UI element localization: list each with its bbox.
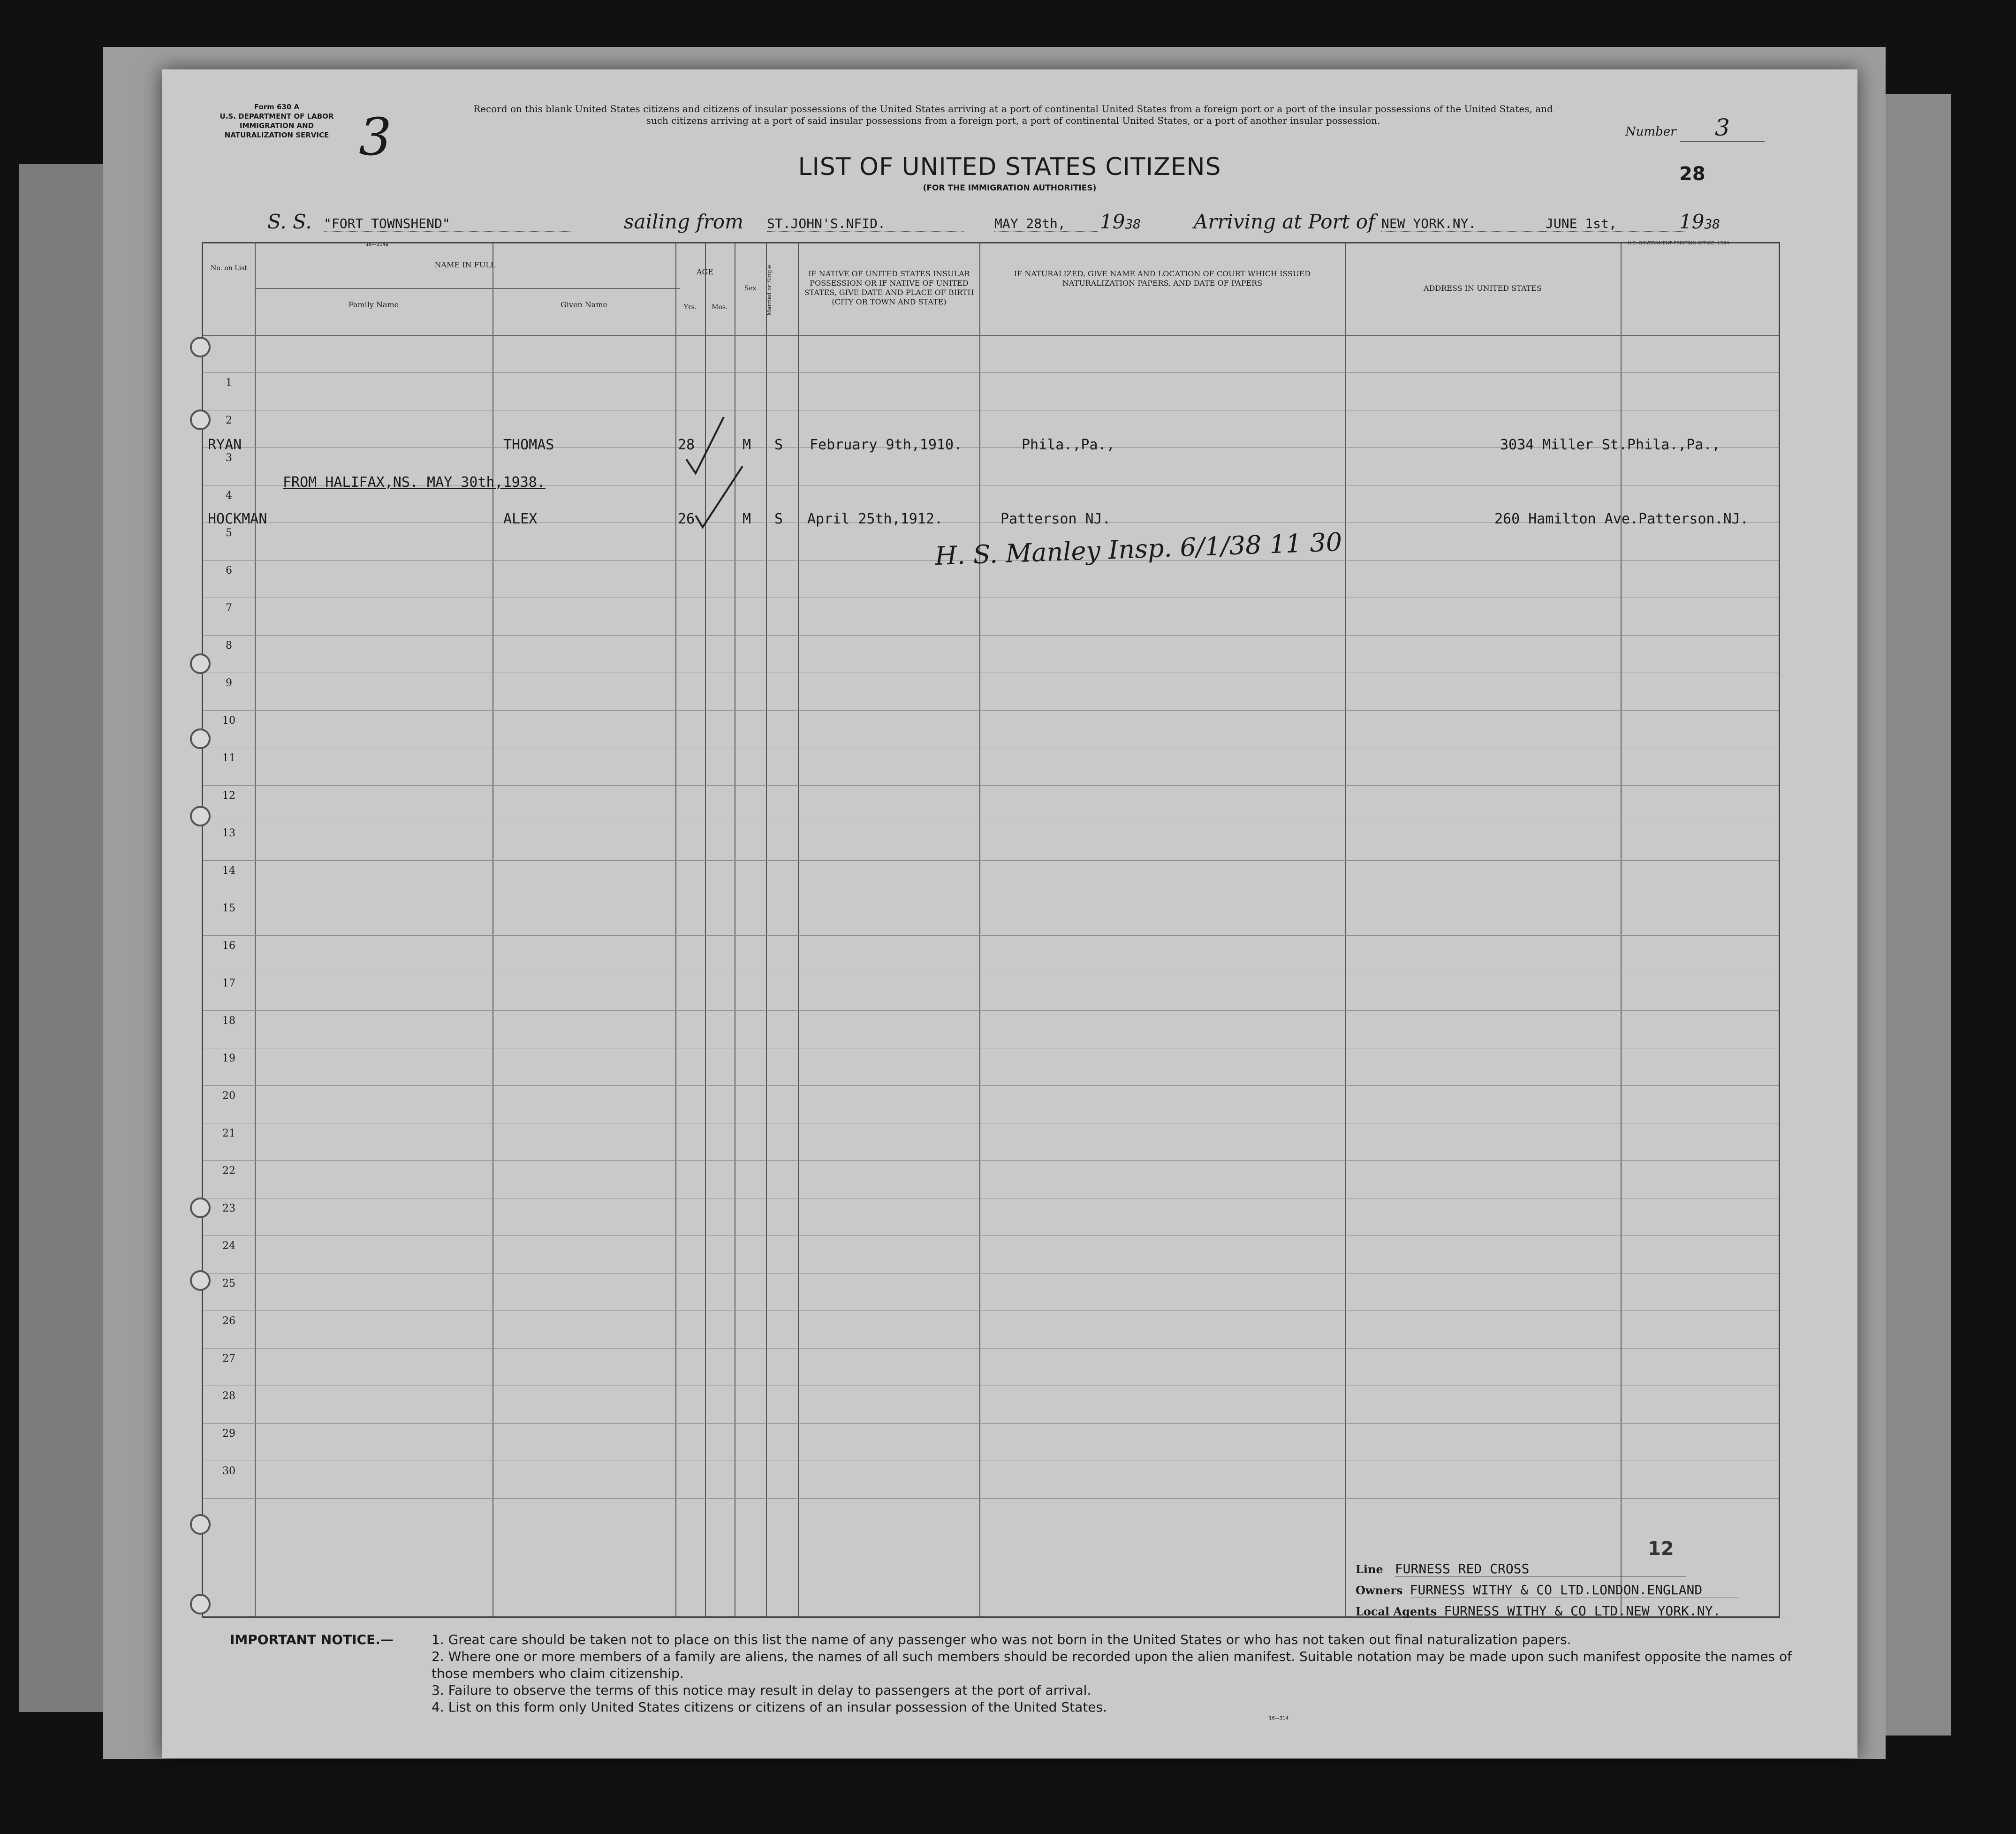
row-number: 13 xyxy=(222,827,235,839)
check-mark-row3 xyxy=(696,466,743,527)
department: U.S. DEPARTMENT OF LABOR xyxy=(220,112,334,121)
row1-birth-date: February 9th,1910. xyxy=(810,437,963,453)
row-number: 22 xyxy=(222,1165,235,1177)
row3-family-name: HOCKMAN xyxy=(208,511,267,527)
row-number: 4 xyxy=(226,490,232,501)
row-number: 24 xyxy=(222,1240,235,1252)
row-number: 11 xyxy=(222,752,235,764)
arrival-port: NEW YORK.NY. xyxy=(1381,216,1602,232)
row-number: 8 xyxy=(226,640,232,652)
notice-lead: IMPORTANT NOTICE.— xyxy=(230,1632,394,1647)
sailing-label: sailing from xyxy=(624,210,743,233)
row-rule xyxy=(203,1423,1779,1424)
corner-number: 3 xyxy=(359,107,392,167)
row-number: 16 xyxy=(222,940,235,952)
row3-sex: M xyxy=(743,511,751,527)
col-divider-address xyxy=(1345,243,1346,1616)
row-rule xyxy=(203,935,1779,936)
row3-birth-date: April 25th,1912. xyxy=(807,511,943,527)
row-rule xyxy=(203,1348,1779,1349)
col-divider-naturalized xyxy=(979,243,980,1616)
row3-age-yrs: 26 xyxy=(678,511,695,527)
col-address-header: ADDRESS IN UNITED STATES xyxy=(1424,284,1542,293)
form-number: Form 630 A xyxy=(254,103,300,111)
row3-given-name: ALEX xyxy=(503,511,538,527)
notice-item-4: 4. List on this form only United States citizens or citizens of an insular possession of the United States. xyxy=(432,1699,1107,1715)
row-number: 17 xyxy=(222,978,235,989)
intro-text: Record on this blank United States citizens and citizens of insular possessions of the United States arriving at a port of continental United States from a foreign port or a port of the insular possessions of the United States, and such citizens arriving at a port of said insular possessions from a foreign port, a port of continental United States, or a port of another insular possession. xyxy=(473,103,1553,126)
row-number: 7 xyxy=(226,602,232,614)
inspector-signature: H. S. Manley Insp. 6/1/38 11 30 xyxy=(934,527,1343,571)
col-yrs-header: Yrs. xyxy=(683,303,697,311)
col-birth-header: IF NATIVE OF UNITED STATES INSULAR POSSESSION OR IF NATIVE OF UNITED STATES, GIVE DATE AND PLACE OF BIRTH (CITY OR TOWN AND STATE) xyxy=(804,269,974,306)
row-number: 9 xyxy=(226,677,232,689)
punch-hole xyxy=(190,1270,211,1291)
col-divider-birth xyxy=(798,243,799,1616)
row-number: 12 xyxy=(222,790,235,802)
row1-family-name: RYAN xyxy=(208,437,242,453)
agents-field xyxy=(1356,1603,1786,1619)
row-number: 23 xyxy=(222,1203,235,1214)
punch-hole xyxy=(190,337,211,357)
punch-hole xyxy=(190,1197,211,1218)
printer-note: U.S. GOVERNMENT PRINTING OFFICE: 1934 xyxy=(1628,241,1729,246)
important-notice xyxy=(230,1631,1825,1716)
row-number: 21 xyxy=(222,1128,235,1139)
form-identifier xyxy=(216,102,338,140)
line-label: Line xyxy=(1356,1562,1383,1576)
row-number: 14 xyxy=(222,865,235,877)
service-line-2: NATURALIZATION SERVICE xyxy=(224,131,329,139)
header-bottom-line xyxy=(203,335,1779,336)
punch-hole xyxy=(190,728,211,749)
col-married-header: Married or Single xyxy=(766,265,773,316)
row-number: 29 xyxy=(222,1428,235,1440)
row3-address: 260 Hamilton Ave.Patterson.NJ. xyxy=(1494,511,1749,527)
owners-field xyxy=(1356,1582,1738,1598)
row-number: 2 xyxy=(226,415,232,426)
row-number: 5 xyxy=(226,527,232,539)
depart-date: MAY 28th, xyxy=(994,216,1098,232)
line-value: FURNESS RED CROSS xyxy=(1395,1561,1686,1577)
depart-year xyxy=(1100,210,1141,233)
row-rule xyxy=(203,372,1779,373)
notice-item-2: 2. Where one or more members of a family are aliens, the names of all such members should be recorded upon the alien manifest. Suitable notation may be made upon such manifest opposite the names of those members who claim citizenship. xyxy=(432,1649,1792,1681)
ss-label: S. S. xyxy=(267,210,312,233)
col-given-name-header: Given Name xyxy=(561,300,607,309)
number-field xyxy=(1625,114,1765,142)
row-number: 1 xyxy=(226,377,232,389)
line-field xyxy=(1356,1561,1686,1577)
notice-item-1: 1. Great care should be taken not to place on this list the name of any passenger who was not born in the United States or who has not taken out final naturalization papers. xyxy=(432,1632,1571,1647)
depart-year-prefix: 19 xyxy=(1100,210,1125,233)
page-subtitle: (FOR THE IMMIGRATION AUTHORITIES) xyxy=(923,183,1097,193)
arrival-year-prefix: 19 xyxy=(1679,210,1705,233)
row-rule xyxy=(203,635,1779,636)
bottom-number: 12 xyxy=(1648,1538,1674,1560)
row-rule xyxy=(203,1498,1779,1499)
row1-birth-place: Phila.,Pa., xyxy=(1022,437,1115,453)
number-value: 3 xyxy=(1680,114,1765,142)
col-divider-no xyxy=(255,243,256,1616)
owners-label: Owners xyxy=(1356,1584,1403,1597)
row-number: 10 xyxy=(222,715,235,727)
col-name-in-full-header: NAME IN FULL xyxy=(434,260,496,269)
row-rule xyxy=(203,1085,1779,1086)
manifest-sheet xyxy=(162,69,1857,1758)
row1-address: 3034 Miller St.Phila.,Pa., xyxy=(1500,437,1720,453)
check-marks xyxy=(682,408,747,530)
col-naturalized-header: IF NATURALIZED, GIVE NAME AND LOCATION OF COURT WHICH ISSUED NATURALIZATION PAPERS, AND DATE OF PAPERS xyxy=(1014,269,1311,288)
notice-item-3: 3. Failure to observe the terms of this notice may result in delay to passengers at the port of arrival. xyxy=(432,1682,1091,1698)
col-no-header: No. on List xyxy=(211,265,247,272)
form-code-top: 16—314a xyxy=(366,242,388,247)
row-rule xyxy=(203,1160,1779,1161)
arrival-year-digits: 38 xyxy=(1704,216,1720,232)
page-title: LIST OF UNITED STATES CITIZENS xyxy=(798,153,1221,181)
name-header-divider xyxy=(255,288,680,289)
row-number: 27 xyxy=(222,1353,235,1364)
row-rule xyxy=(203,1235,1779,1236)
from-port: ST.JOHN'S.NFID. xyxy=(767,216,964,232)
punch-hole xyxy=(190,653,211,674)
row-rule xyxy=(203,860,1779,861)
col-age-header: AGE xyxy=(696,267,713,276)
col-divider-married xyxy=(766,243,767,1616)
form-code-bottom: 16—314 xyxy=(1269,1716,1288,1721)
row-rule xyxy=(203,785,1779,786)
page-number: 28 xyxy=(1679,163,1705,185)
col-family-name-header: Family Name xyxy=(348,300,399,309)
check-mark-row1 xyxy=(686,417,724,473)
row-number: 18 xyxy=(222,1015,235,1027)
row1-marital: S xyxy=(774,437,783,453)
agents-value: FURNESS WITHY & CO LTD.NEW YORK.NY. xyxy=(1444,1603,1786,1619)
row3-marital: S xyxy=(774,511,783,527)
row3-birth-place: Patterson NJ. xyxy=(1000,511,1111,527)
row-number: 3 xyxy=(226,452,232,464)
row1-age-yrs: 28 xyxy=(678,437,695,453)
row-number: 19 xyxy=(222,1053,235,1064)
punch-hole xyxy=(190,1594,211,1614)
row-number: 25 xyxy=(222,1278,235,1289)
number-label: Number xyxy=(1625,125,1676,139)
row-number: 26 xyxy=(222,1315,235,1327)
depart-year-digits: 38 xyxy=(1125,216,1141,232)
row-number: 28 xyxy=(222,1390,235,1402)
row-number: 15 xyxy=(222,902,235,914)
ship-name: "FORT TOWNSHEND" xyxy=(324,216,572,232)
row1-sex: M xyxy=(743,437,751,453)
row1-given-name: THOMAS xyxy=(503,437,554,453)
arrival-date: JUNE 1st, xyxy=(1546,216,1686,232)
row-rule xyxy=(203,1010,1779,1011)
owners-value: FURNESS WITHY & CO LTD.LONDON.ENGLAND xyxy=(1410,1582,1738,1598)
arrival-year xyxy=(1679,210,1720,233)
col-sex-header: Sex xyxy=(744,285,757,292)
col-mos-header: Mos. xyxy=(712,303,728,311)
arriving-label: Arriving at Port of xyxy=(1194,210,1375,233)
passenger-table xyxy=(202,242,1780,1618)
punch-hole xyxy=(190,1514,211,1535)
row-rule xyxy=(203,710,1779,711)
row2-note: FROM HALIFAX,NS. MAY 30th,1938. xyxy=(283,474,546,491)
row-number: 6 xyxy=(226,565,232,576)
agents-label: Local Agents xyxy=(1356,1605,1437,1618)
service-line-1: IMMIGRATION AND xyxy=(239,121,314,130)
row-number: 20 xyxy=(222,1090,235,1102)
punch-hole xyxy=(190,806,211,826)
punch-hole xyxy=(190,409,211,430)
col-divider-age xyxy=(675,243,676,1616)
row-number: 30 xyxy=(222,1465,235,1477)
